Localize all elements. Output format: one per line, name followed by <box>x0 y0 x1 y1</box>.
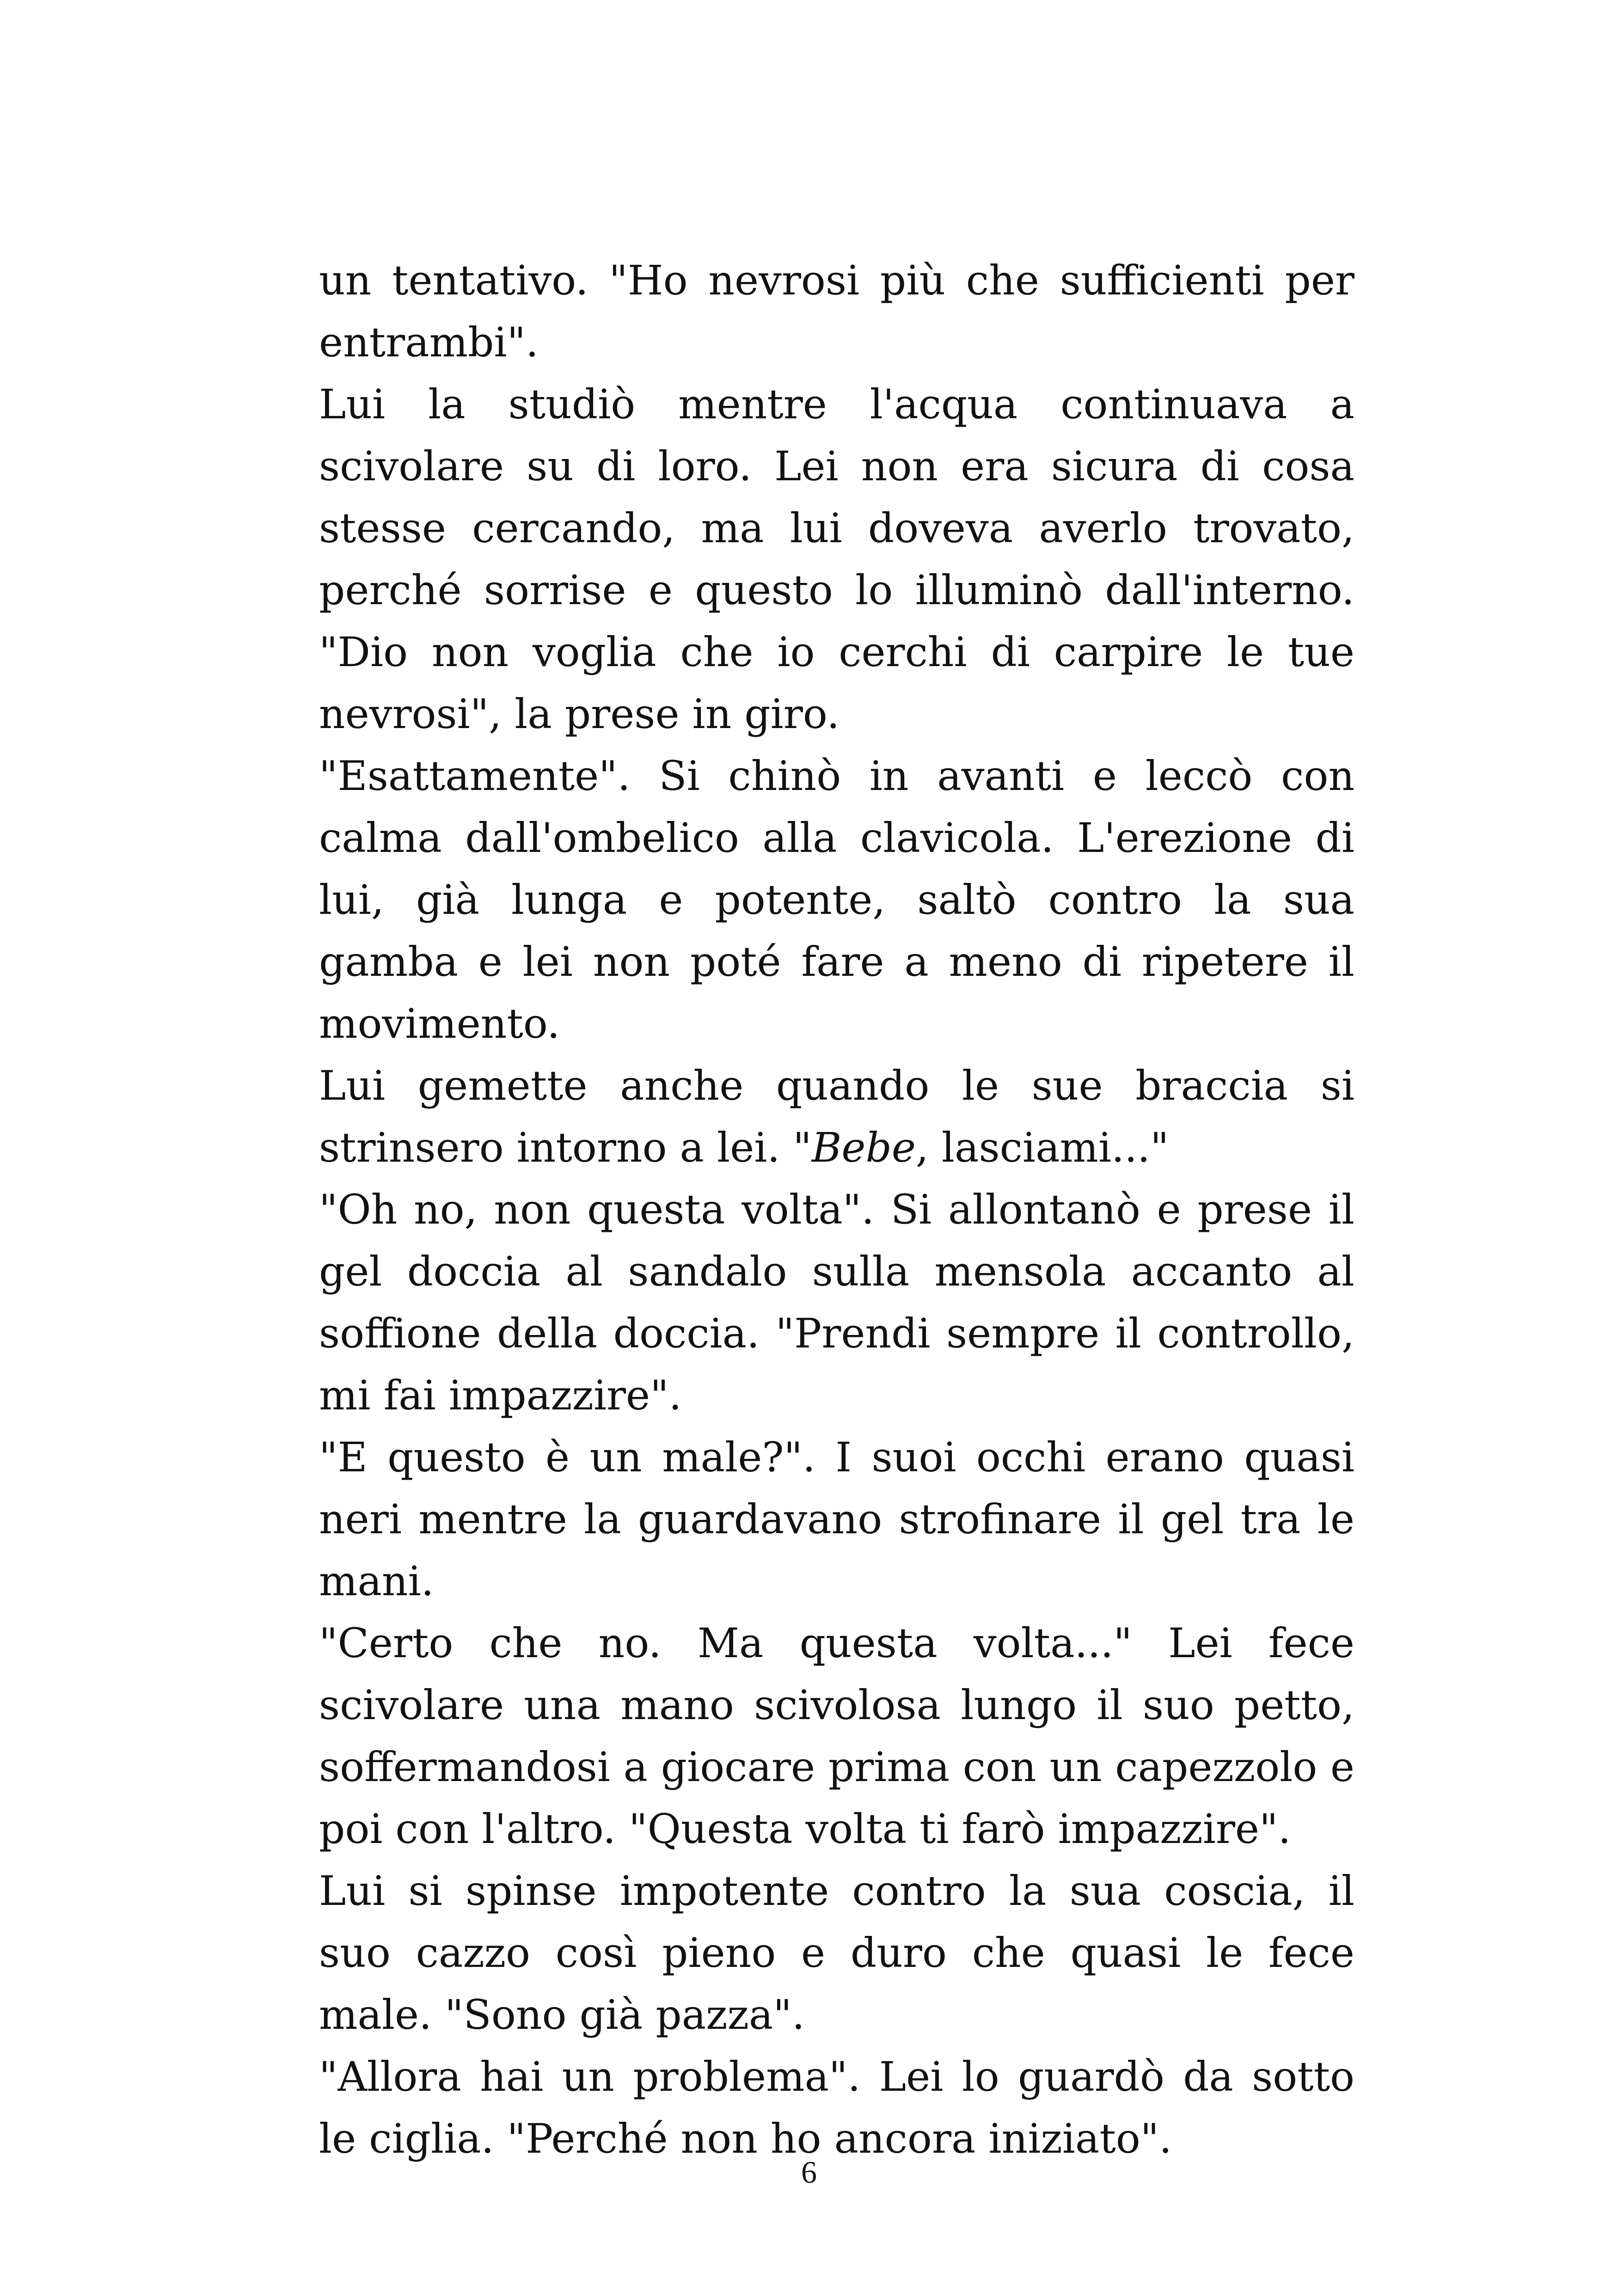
paragraph-4 <box>319 1055 1354 1179</box>
paragraph-2: Lui la studiò mentre l'acqua continuava a scivolare su di loro. Lei non era sicura di cosa stesse cercando, ma lui doveva averlo trovato, perché sorrise e questo lo illuminò dall'interno. "Dio non voglia che io cerchi di carpire le tue nevrosi", la prese in giro. <box>319 380 1354 738</box>
paragraph-9: "Allora hai un problema". Lei lo guardò da sotto le ciglia. "Perché non ho ancora iniziato". <box>319 2053 1354 2162</box>
paragraph-4-before: Lui gemette anche quando le sue braccia si strinsero intorno a lei. " <box>319 1062 1354 1171</box>
paragraph-1: un tentativo. "Ho nevrosi più che sufficienti per entrambi". <box>319 257 1354 366</box>
paragraph-6: "E questo è un male?". I suoi occhi erano quasi neri mentre la guardavano strofinare il gel tra le mani. <box>319 1433 1354 1605</box>
page-number: 6 <box>801 2155 817 2190</box>
paragraph-5: "Oh no, non questa volta". Si allontanò e prese il gel doccia al sandalo sulla mensola accanto al soffione della doccia. "Prendi sempre il controllo, mi fai impazzire". <box>319 1186 1354 1419</box>
paragraph-3: "Esattamente". Si chinò in avanti e leccò con calma dall'ombelico alla clavicola. L'erezione di lui, già lunga e potente, saltò contro la sua gamba e lei non poté fare a meno di ripetere il movimento. <box>319 752 1354 1047</box>
paragraph-4-italic-name: Bebe <box>811 1124 916 1171</box>
paragraph-7: "Certo che no. Ma questa volta..." Lei fece scivolare una mano scivolosa lungo il suo petto, soffermandosi a giocare prima con un capezzolo e poi con l'altro. "Questa volta ti farò impazzire". <box>319 1619 1354 1853</box>
paragraph-4-after: , lasciami..." <box>915 1124 1169 1171</box>
paragraph-8: Lui si spinse impotente contro la sua coscia, il suo cazzo così pieno e duro che quasi le fece male. "Sono già pazza". <box>319 1867 1354 2039</box>
body-text <box>319 250 1354 2170</box>
